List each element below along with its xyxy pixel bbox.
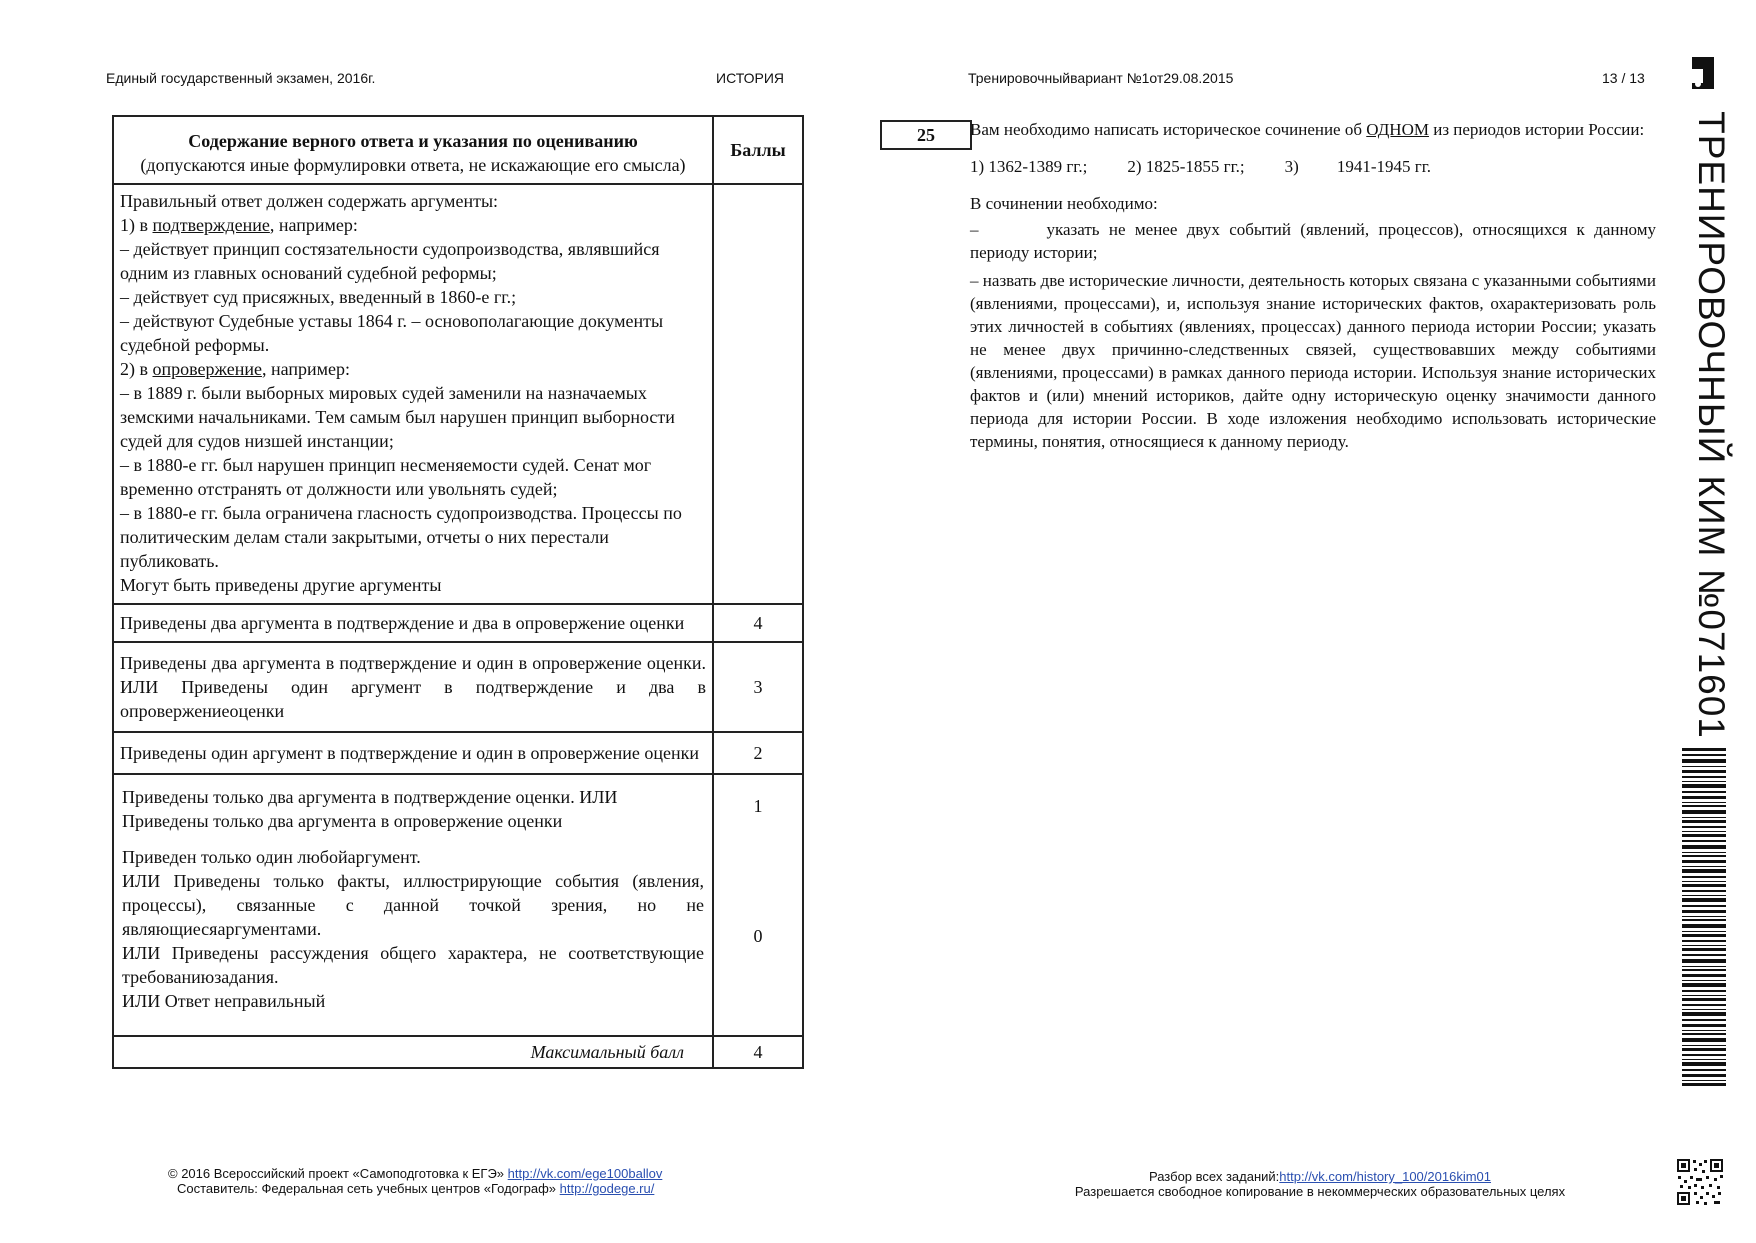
- confirm-heading: [120, 213, 706, 237]
- score-criterion-line: Приведены только два аргумента в подтверждение оценки. ИЛИ: [122, 787, 618, 807]
- task-intro: [970, 118, 1656, 141]
- requirement-1: [970, 218, 1656, 264]
- exam-title: Единый государственный экзамен, 2016г.: [106, 70, 376, 86]
- criteria-column-title: Содержание верного ответа и указания по оцениванию: [188, 131, 638, 151]
- score-criterion-line: ИЛИ Ответ неправильный: [122, 991, 326, 1011]
- footer-copyright: © 2016 Всероссийский проект «Самоподготовка к ЕГЭ»: [168, 1166, 505, 1181]
- refute-suffix: , например:: [261, 359, 350, 379]
- refute-item: – в 1889 г. были выборных мировых судей заменили на назначаемых земскими начальниками. Тем самым был нарушен принцип выборности судей для судов низшей инстанции;: [120, 383, 675, 451]
- max-score-value: 4: [713, 1036, 803, 1068]
- footer-left: [168, 1166, 728, 1196]
- other-arguments-note: Могут быть приведены другие аргументы: [120, 575, 442, 595]
- requirements-heading: В сочинении необходимо:: [970, 194, 1158, 213]
- footer-link-godege[interactable]: http://godege.ru/: [559, 1181, 655, 1196]
- refute-item: – в 1880-е гг. был нарушен принцип несменяемости судей. Сенат мог временно отстранять от должности или увольнять судей;: [120, 455, 652, 499]
- corner-logo-icon: [1692, 57, 1714, 89]
- task-intro-emphasis: ОДНОМ: [1366, 120, 1429, 139]
- score-row-0: [113, 837, 803, 1036]
- confirm-suffix: , например:: [269, 215, 358, 235]
- score-criterion-line: ИЛИ Приведены только факты, иллюстрирующие события (явления, процессы), связанные с данной точкой зрения, но не являющиесяаргументами.: [122, 871, 704, 939]
- refute-heading: [120, 357, 706, 381]
- criteria-column-subtitle: (допускаются иные формулировки ответа, не искажающие его смысла): [140, 155, 686, 175]
- variant-label: Тренировочныйвариант №1от29.08.2015: [968, 70, 1234, 86]
- task-intro-part1: Вам необходимо написать историческое сочинение об: [970, 120, 1363, 139]
- footer-right: [1040, 1169, 1600, 1199]
- refute-item: – в 1880-е гг. была ограничена гласность судопроизводства. Процессы по политическим делам стали закрытыми, отчеты о них перестали публиковать.: [120, 503, 682, 571]
- requirement-1-text: указать не менее двух событий (явлений, процессов), относящихся к данному периоду истории;: [970, 220, 1656, 262]
- score-criterion: Приведены два аргумента в подтверждение и один в опровержение оценки. ИЛИ Приведены один аргумент в подтверждение и два в опровержениеоценки: [113, 642, 713, 732]
- task-number: 25: [880, 120, 972, 150]
- subject-title: ИСТОРИЯ: [716, 70, 785, 86]
- task-intro-part2: из периодов истории России:: [1433, 120, 1645, 139]
- confirm-item: – действуют Судебные уставы 1864 г. – основополагающие документы судебной реформы.: [120, 311, 664, 355]
- score-criterion: Приведены два аргумента в подтверждение и два в опровержение оценки: [113, 604, 713, 642]
- score-points: 4: [713, 604, 803, 642]
- score-criterion-line: Приведен только один любойаргумент.: [122, 847, 421, 867]
- period-1: 1) 1362-1389 гг.;: [970, 157, 1088, 176]
- confirm-word: подтверждение: [152, 215, 270, 235]
- footer-author: Составитель: Федеральная сеть учебных центров «Годограф»: [177, 1181, 557, 1196]
- qr-code-icon: [1676, 1158, 1724, 1206]
- task-text: [970, 118, 1656, 453]
- score-points: 3: [713, 642, 803, 732]
- period-3: 1941-1945 гг.: [1336, 157, 1432, 176]
- requirement-1-dash: –: [970, 220, 979, 239]
- periods-line: [970, 155, 1656, 178]
- footer-analysis-label: Разбор всех заданий:: [1148, 1169, 1280, 1184]
- score-row-4: [113, 604, 803, 642]
- points-column-header: Баллы: [713, 116, 803, 184]
- period-3-number: 3): [1284, 157, 1299, 176]
- score-criterion-line: ИЛИ Приведены рассуждения общего характера, не соответствующие требованиюзадания.: [122, 943, 704, 987]
- barcode-icon: [1682, 748, 1726, 1086]
- confirm-item: – действует принцип состязательности судопроизводства, являвшийся одним из главных оснований судебной реформы;: [120, 239, 660, 283]
- confirm-prefix: 1) в: [120, 215, 148, 235]
- max-score-label: Максимальный балл: [113, 1036, 713, 1068]
- score-points: 0: [713, 837, 803, 1036]
- refute-word: опровержение: [152, 359, 262, 379]
- refute-prefix: 2) в: [120, 359, 148, 379]
- page-number: 13 / 13: [1602, 70, 1645, 86]
- footer-copy-note: Разрешается свободное копирование в некоммерческих образовательных целях: [1074, 1184, 1566, 1199]
- footer-link-analysis[interactable]: http://vk.com/history_100/2016kim01: [1279, 1169, 1492, 1184]
- confirm-item: – действует суд присяжных, введенный в 1860-е гг.;: [120, 287, 517, 307]
- answer-intro: Правильный ответ должен содержать аргументы:: [120, 191, 499, 211]
- footer-link-vk[interactable]: http://vk.com/ege100ballov: [507, 1166, 663, 1181]
- score-criterion: Приведены один аргумент в подтверждение и один в опровержение оценки: [113, 732, 713, 774]
- score-points: 1: [713, 774, 803, 837]
- period-2: 2) 1825-1855 гг.;: [1127, 157, 1245, 176]
- score-row-1: [113, 774, 803, 837]
- vertical-kim-title: ТРЕНИРОВОЧНЫЙ КИМ №071601: [1691, 111, 1732, 739]
- score-row-2: [113, 732, 803, 774]
- score-points: 2: [713, 732, 803, 774]
- score-criterion-line: Приведены только два аргумента в опровержение оценки: [122, 811, 563, 831]
- answer-content-row: [113, 184, 803, 604]
- requirement-2: – назвать две исторические личности, деятельность которых связана с указанными событиями (явлениями, процессами), и, используя знание исторических фактов, охарактеризовать роль этих личностей в событиях (явлениях, процессах) данного периода истории России; указать не менее двух причинно-следственных связей, существовавших между событиями (явлениями, процессами) в рамках данного периода истории. Используя знание исторических фактов и (или) мнений историков, дайте одну историческую оценку значимости данного периода для истории России. В ходе изложения необходимо использовать исторические термины, понятия, относящиеся к данному периоду.: [970, 271, 1656, 451]
- score-row-3: [113, 642, 803, 732]
- criteria-table: [112, 115, 804, 1069]
- max-score-row: [113, 1036, 803, 1068]
- points-cell-empty: [713, 184, 803, 604]
- table-header-row: [113, 116, 803, 184]
